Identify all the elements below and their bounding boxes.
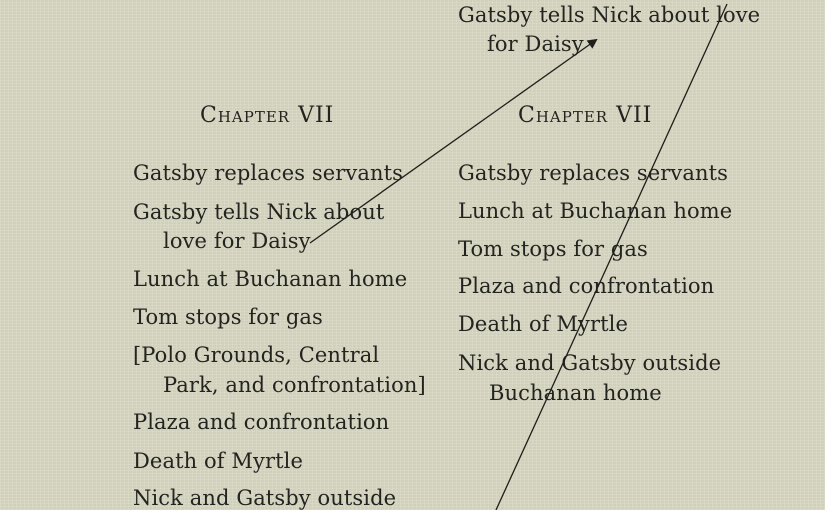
top-note-line-2: for Daisy — [487, 32, 584, 56]
right-list-item: Lunch at Buchanan home — [458, 199, 733, 223]
left-list-item: Tom stops for gas — [133, 305, 323, 329]
left-list-item: Lunch at Buchanan home — [133, 267, 408, 291]
left-list-item: Park, and confrontation] — [163, 373, 426, 397]
left-list-item: [Polo Grounds, Central — [133, 343, 380, 367]
left-chapter-heading: Chapter VII — [200, 103, 335, 128]
left-list-item: Gatsby replaces servants — [133, 161, 404, 185]
right-list-item: Gatsby replaces servants — [458, 161, 729, 185]
right-list-item: Tom stops for gas — [458, 237, 648, 261]
right-list-item: Death of Myrtle — [458, 312, 629, 336]
left-list-item: Death of Myrtle — [133, 449, 304, 473]
left-list-item: Nick and Gatsby outside — [133, 486, 397, 510]
diagonal-strike-line — [496, 4, 727, 510]
move-arrow-line — [310, 40, 596, 243]
left-list-item: Plaza and confrontation — [133, 410, 390, 434]
right-chapter-heading: Chapter VII — [518, 103, 653, 128]
right-list-item: Plaza and confrontation — [458, 274, 715, 298]
left-list-item: Gatsby tells Nick about — [133, 200, 385, 224]
top-note-line-1: Gatsby tells Nick about love — [458, 3, 761, 27]
right-list-item: Nick and Gatsby outside — [458, 351, 722, 375]
right-list-item: Buchanan home — [489, 381, 662, 405]
left-list-item: love for Daisy — [163, 229, 311, 253]
